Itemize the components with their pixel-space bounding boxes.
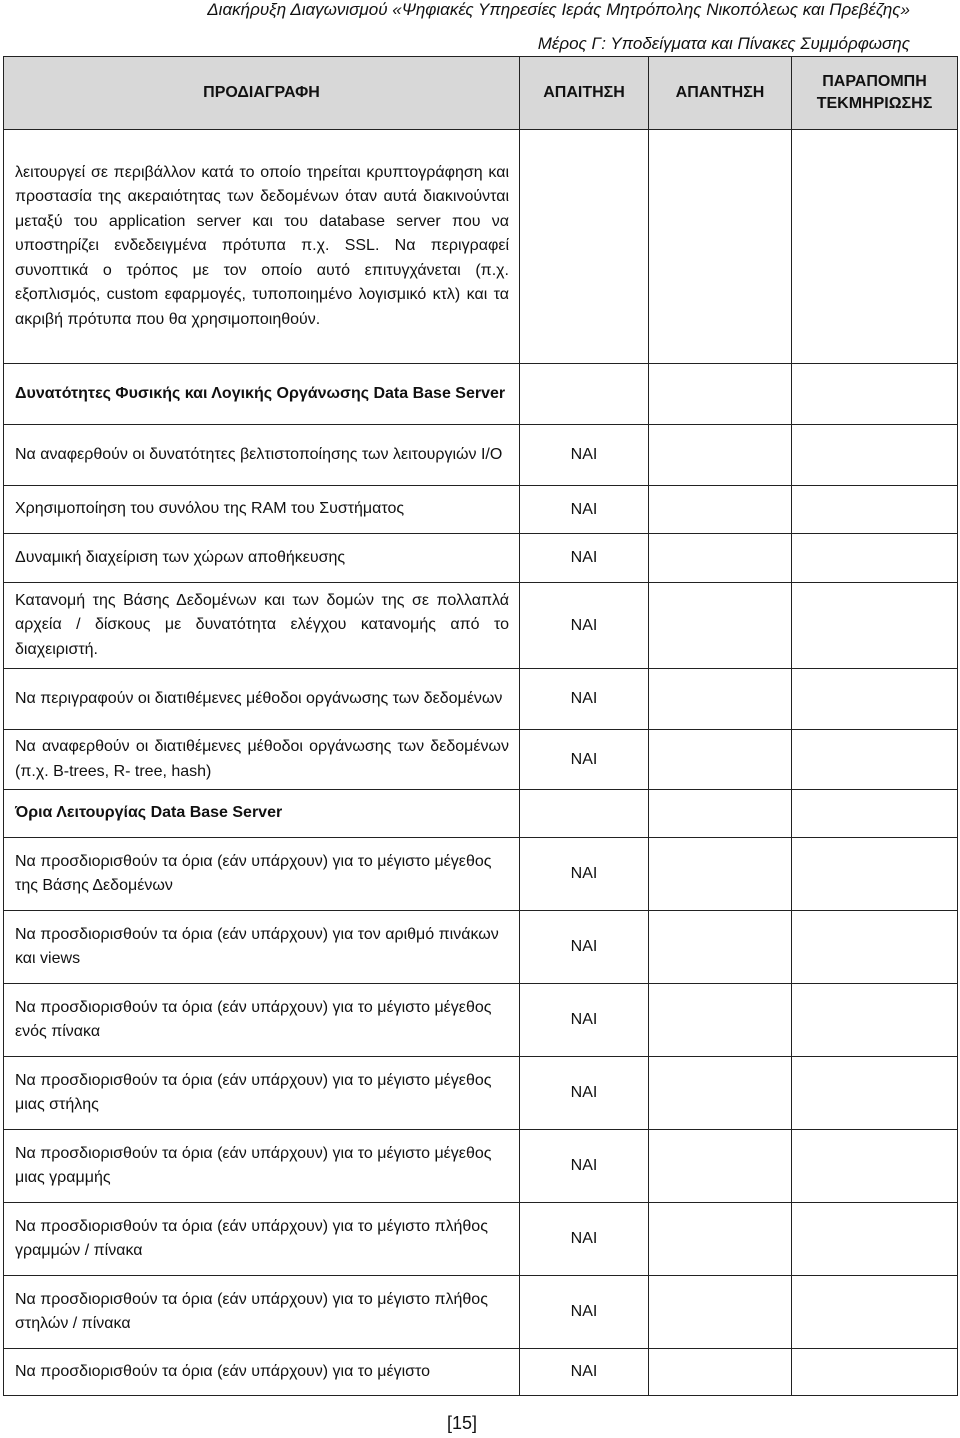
requirement-cell: ΝΑΙ: [520, 730, 649, 790]
table-row-section: [4, 790, 958, 838]
answer-cell[interactable]: [649, 1130, 792, 1203]
spec-cell: Να περιγραφούν οι διατιθέμενες μέθοδοι οργάνωσης των δεδομένων: [4, 669, 520, 730]
column-header-spec: ΠΡΟΔΙΑΓΡΑΦΗ: [4, 57, 520, 130]
table-row: [4, 1057, 958, 1130]
table-row: [4, 838, 958, 911]
spec-cell: Να προσδιορισθούν τα όρια (εάν υπάρχουν) για το μέγιστο πλήθος γραμμών / πίνακα: [4, 1203, 520, 1276]
spec-cell: Κατανομή της Βάσης Δεδομένων και των δομών της σε πολλαπλά αρχεία / δίσκους με δυνατότητα ελέγχου κατανομής από το διαχειριστή.: [4, 583, 520, 669]
requirement-cell: ΝΑΙ: [520, 1203, 649, 1276]
reference-cell[interactable]: [792, 1203, 958, 1276]
spec-cell: Χρησιμοποίηση του συνόλου της RAM του Συστήματος: [4, 486, 520, 534]
answer-cell[interactable]: [649, 583, 792, 669]
answer-cell[interactable]: [649, 534, 792, 583]
spec-cell: λειτουργεί σε περιβάλλον κατά το οποίο τηρείται κρυπτογράφηση και προστασία της ακεραιότητας των δεδομένων όταν αυτά διακινούνται μεταξύ του application server και του database server που να υποστηρίζει ενδεδειγμένα πρότυπα π.χ. SSL. Να περιγραφεί συνοπτικά ο τρόπος με τον οποίο αυτό επιτυγχάνεται (π.χ. εξοπλισμός, custom εφαρμογές, τυποποιημένο λογισμικό κτλ) και τα ακριβή πρότυπα που θα χρησιμοποιηθούν.: [4, 130, 520, 364]
answer-cell[interactable]: [649, 838, 792, 911]
spec-cell: Δυναμική διαχείριση των χώρων αποθήκευσης: [4, 534, 520, 583]
answer-cell[interactable]: [649, 1349, 792, 1396]
answer-cell[interactable]: [649, 486, 792, 534]
table-row: [4, 669, 958, 730]
reference-cell[interactable]: [792, 534, 958, 583]
reference-cell[interactable]: [792, 669, 958, 730]
reference-cell[interactable]: [792, 583, 958, 669]
table-row: [4, 583, 958, 669]
reference-cell[interactable]: [792, 1130, 958, 1203]
column-header-answer: ΑΠΑΝΤΗΣΗ: [649, 57, 792, 130]
table-header-row: [4, 57, 958, 130]
spec-cell: Να αναφερθούν οι δυνατότητες βελτιστοποίησης των λειτουργιών I/O: [4, 425, 520, 486]
table-row: [4, 534, 958, 583]
answer-cell[interactable]: [649, 364, 792, 425]
table-row: [4, 1203, 958, 1276]
requirement-cell: ΝΑΙ: [520, 486, 649, 534]
requirement-cell: ΝΑΙ: [520, 1057, 649, 1130]
table-row: [4, 911, 958, 984]
column-header-requirement: ΑΠΑΙΤΗΣΗ: [520, 57, 649, 130]
requirement-cell: ΝΑΙ: [520, 583, 649, 669]
answer-cell[interactable]: [649, 1203, 792, 1276]
requirement-cell: ΝΑΙ: [520, 534, 649, 583]
answer-cell[interactable]: [649, 130, 792, 364]
reference-cell[interactable]: [792, 364, 958, 425]
reference-cell[interactable]: [792, 1057, 958, 1130]
reference-cell[interactable]: [792, 730, 958, 790]
spec-cell: Να προσδιορισθούν τα όρια (εάν υπάρχουν) για το μέγιστο: [4, 1349, 520, 1396]
column-header-reference: ΠΑΡΑΠΟΜΠΗ ΤΕΚΜΗΡΙΩΣΗΣ: [792, 57, 958, 130]
spec-cell: Να προσδιορισθούν τα όρια (εάν υπάρχουν) για το μέγιστο μέγεθος της Βάσης Δεδομένων: [4, 838, 520, 911]
answer-cell[interactable]: [649, 1057, 792, 1130]
spec-cell: Να προσδιορισθούν τα όρια (εάν υπάρχουν) για τον αριθμό πινάκων και views: [4, 911, 520, 984]
reference-cell[interactable]: [792, 838, 958, 911]
reference-cell[interactable]: [792, 1276, 958, 1349]
page-number: [15]: [446, 1413, 478, 1433]
reference-cell[interactable]: [792, 1349, 958, 1396]
reference-cell[interactable]: [792, 486, 958, 534]
table-row: [4, 984, 958, 1057]
requirement-cell: ΝΑΙ: [520, 425, 649, 486]
table-row: [4, 1130, 958, 1203]
requirement-cell: ΝΑΙ: [520, 1276, 649, 1349]
answer-cell[interactable]: [649, 730, 792, 790]
table-row: [4, 730, 958, 790]
document-subtitle: Μέρος Γ: Υποδείγματα και Πίνακες Συμμόρφωσης: [537, 34, 910, 53]
section-heading-cell: Όρια Λειτουργίας Data Base Server: [4, 790, 520, 838]
table-row: [4, 425, 958, 486]
spec-cell: Να προσδιορισθούν τα όρια (εάν υπάρχουν) για το μέγιστο μέγεθος ενός πίνακα: [4, 984, 520, 1057]
spec-cell: Να προσδιορισθούν τα όρια (εάν υπάρχουν) για το μέγιστο μέγεθος μιας στήλης: [4, 1057, 520, 1130]
requirement-cell: ΝΑΙ: [520, 838, 649, 911]
spec-cell: Να προσδιορισθούν τα όρια (εάν υπάρχουν) για το μέγιστο πλήθος στηλών / πίνακα: [4, 1276, 520, 1349]
answer-cell[interactable]: [649, 669, 792, 730]
answer-cell[interactable]: [649, 790, 792, 838]
reference-cell[interactable]: [792, 425, 958, 486]
requirement-cell: ΝΑΙ: [520, 1130, 649, 1203]
requirement-cell: [520, 364, 649, 425]
reference-cell[interactable]: [792, 984, 958, 1057]
spec-cell: Να προσδιορισθούν τα όρια (εάν υπάρχουν) για το μέγιστο μέγεθος μιας γραμμής: [4, 1130, 520, 1203]
compliance-table: [3, 56, 958, 1396]
answer-cell[interactable]: [649, 984, 792, 1057]
answer-cell[interactable]: [649, 911, 792, 984]
answer-cell[interactable]: [649, 425, 792, 486]
document-title: Διακήρυξη Διαγωνισμού «Ψηφιακές Υπηρεσίες Ιεράς Μητρόπολης Νικοπόλεως και Πρεβέζης»: [207, 0, 910, 19]
requirement-cell: ΝΑΙ: [520, 669, 649, 730]
table-row-section: [4, 364, 958, 425]
requirement-cell: ΝΑΙ: [520, 1349, 649, 1396]
requirement-cell: ΝΑΙ: [520, 984, 649, 1057]
reference-cell[interactable]: [792, 130, 958, 364]
table-row: [4, 1349, 958, 1396]
table-row: [4, 1276, 958, 1349]
reference-cell[interactable]: [792, 790, 958, 838]
requirement-cell: [520, 790, 649, 838]
requirement-cell: [520, 130, 649, 364]
answer-cell[interactable]: [649, 1276, 792, 1349]
section-heading-cell: Δυνατότητες Φυσικής και Λογικής Οργάνωσης Data Base Server: [4, 364, 520, 425]
table-row: [4, 486, 958, 534]
spec-cell: Να αναφερθούν οι διατιθέμενες μέθοδοι οργάνωσης των δεδομένων (π.χ. B-trees, R- tree, hash): [4, 730, 520, 790]
table-row: [4, 130, 958, 364]
requirement-cell: ΝΑΙ: [520, 911, 649, 984]
reference-cell[interactable]: [792, 911, 958, 984]
